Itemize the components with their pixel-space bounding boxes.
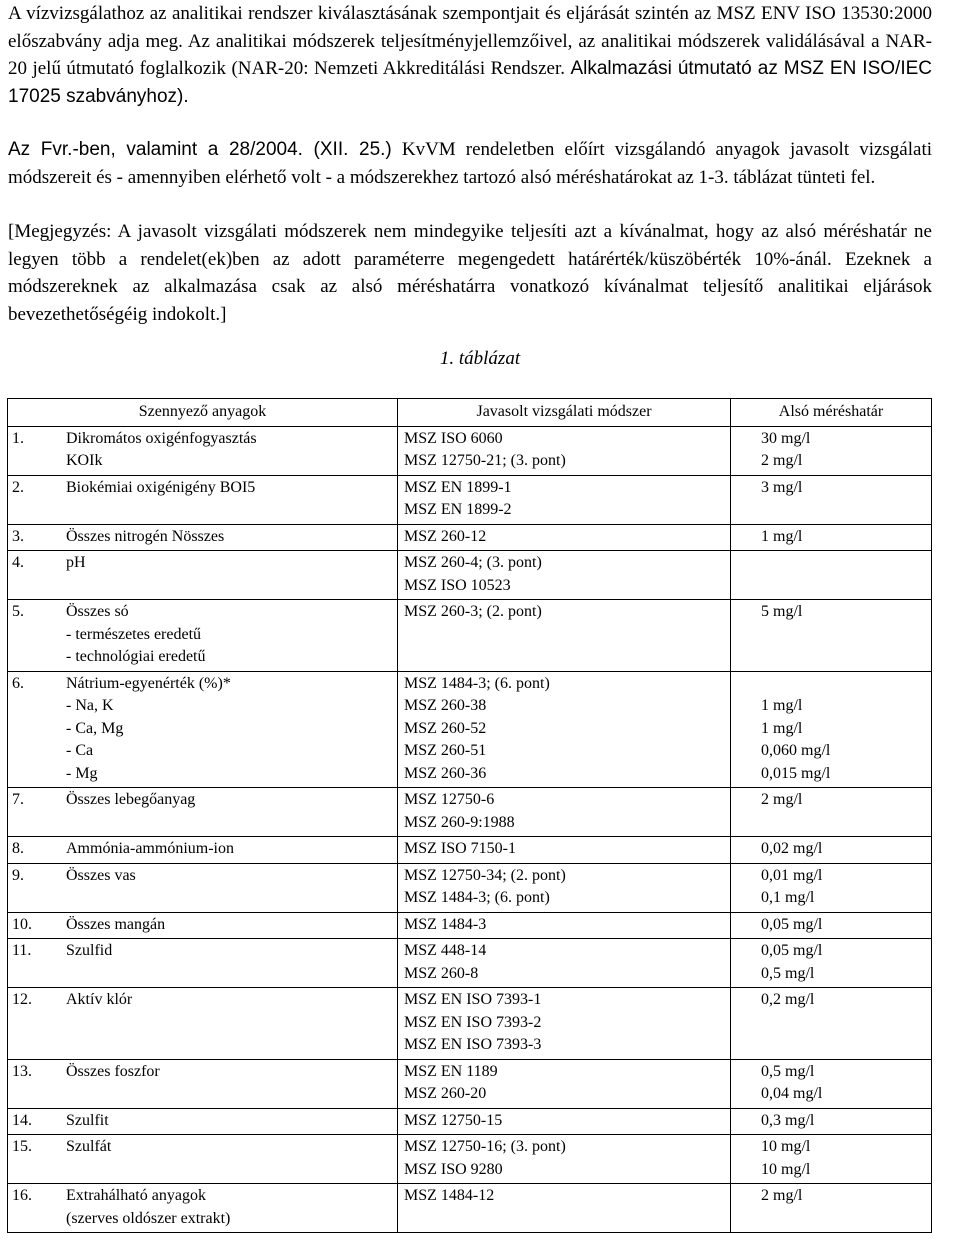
cell-method: [398, 939, 731, 988]
substance-line: [8, 914, 397, 937]
paragraph-2: [8, 136, 932, 191]
cell-limit: [731, 912, 932, 939]
cell-substance: [8, 863, 398, 912]
limit-line: [761, 673, 931, 696]
row-number: 3.: [12, 527, 24, 545]
substance-name: Összes foszfor: [66, 1062, 160, 1080]
table-body: [8, 426, 932, 1233]
cell-limit: [731, 551, 932, 600]
cell-substance: [8, 426, 398, 475]
substance-subline: - Na, K: [66, 697, 114, 714]
method-line: MSZ 260-20: [404, 1085, 487, 1102]
row-number: 11.: [12, 942, 32, 959]
substance-name: Szulfát: [66, 1138, 112, 1155]
substance-subline: (szerves oldószer extrakt): [66, 1209, 231, 1227]
method-line: MSZ ISO 6060: [404, 429, 503, 447]
row-number: 10.: [12, 915, 32, 933]
table-row: [8, 939, 932, 988]
method-line: MSZ 260-52: [404, 719, 487, 737]
cell-method: [398, 551, 731, 600]
substance-line: [8, 989, 397, 1012]
cell-limit: [731, 939, 932, 988]
method-line: MSZ ISO 7150-1: [404, 840, 517, 857]
substance-line: [8, 1136, 397, 1159]
substance-line: [8, 428, 397, 451]
cell-substance: [8, 1135, 398, 1184]
method-line: MSZ 260-38: [404, 697, 487, 714]
limit-line: 0,05 mg/l: [761, 942, 823, 959]
cell-method: [398, 1108, 731, 1135]
limit-line: 2 mg/l: [761, 791, 803, 808]
cell-limit: [731, 788, 932, 837]
substance-line: [8, 940, 397, 963]
limit-line: 0,04 mg/l: [761, 1085, 823, 1102]
paragraph-1: [8, 0, 932, 110]
limit-line: 10 mg/l: [761, 1138, 811, 1155]
substance-subline: - technológiai eredetű: [66, 648, 206, 665]
limit-line: 0,1 mg/l: [761, 889, 815, 906]
cell-substance: [8, 475, 398, 524]
substance-subline: - Mg: [66, 764, 98, 782]
row-number: 15.: [12, 1138, 32, 1155]
method-line: MSZ 1484-3: [404, 915, 487, 933]
limit-line: 1 mg/l: [761, 697, 803, 714]
cell-method: [398, 600, 731, 672]
cell-limit: [731, 600, 932, 672]
method-line: MSZ 448-14: [404, 942, 487, 959]
method-line: MSZ EN ISO 7393-2: [404, 1013, 542, 1031]
table-row: [8, 912, 932, 939]
substance-line: [8, 1110, 397, 1133]
cell-method: [398, 426, 731, 475]
cell-limit: [731, 1184, 932, 1233]
method-line: MSZ EN ISO 7393-3: [404, 1036, 542, 1053]
cell-limit: [731, 1135, 932, 1184]
paragraph-2-sans: Az Fvr.-ben, valamint a 28/2004. (XII. 25.): [8, 139, 392, 160]
row-number: 8.: [12, 840, 24, 857]
data-table: [7, 398, 932, 1233]
substance-name: Extrahálható anyagok: [66, 1187, 206, 1204]
substance-subline: - természetes eredetű: [66, 625, 202, 643]
table-row: [8, 475, 932, 524]
paragraph-3-text: [Megjegyzés: A javasolt vizsgálati módszerek nem mindegyike teljesíti azt a kívánalmat, hogy az alsó méréshatár ne legyen több a rendelet(ek)ben az adott paraméterre megengedett határérték/küszöbérték 10%-ánál. Ezeknek a módszereknek az alkalmazása csak az alsó méréshatárra vonatkozó kívánalmat teljesítő analitikai eljárások bevezethetőségéig indokolt.]: [8, 221, 932, 325]
cell-limit: [731, 863, 932, 912]
table-row: [8, 426, 932, 475]
table-row: [8, 1059, 932, 1108]
row-number: 7.: [12, 791, 24, 808]
limit-line: 2 mg/l: [761, 1187, 803, 1204]
cell-limit: [731, 1059, 932, 1108]
method-line: MSZ 260-12: [404, 527, 487, 545]
method-line: MSZ 260-3; (2. pont): [404, 603, 542, 620]
method-line: MSZ 12750-34; (2. pont): [404, 866, 566, 884]
paragraph-3: [8, 218, 932, 328]
limit-line: 30 mg/l: [761, 429, 811, 447]
limit-line: 0,015 mg/l: [761, 764, 831, 782]
substance-name: Összes só: [66, 603, 129, 620]
cell-method: [398, 988, 731, 1060]
substance-subline: - Ca: [66, 742, 94, 759]
substance-name: Szulfit: [66, 1111, 109, 1129]
cell-limit: [731, 988, 932, 1060]
table-row: [8, 863, 932, 912]
limit-line: 0,05 mg/l: [761, 915, 823, 933]
method-line: MSZ 1484-3; (6. pont): [404, 674, 550, 692]
substance-line: [8, 1185, 397, 1208]
substance-name: Összes mangán: [66, 915, 166, 933]
method-line: MSZ ISO 9280: [404, 1160, 503, 1178]
limit-line: 1 mg/l: [761, 527, 803, 545]
row-number: 5.: [12, 603, 24, 620]
substance-name: Összes lebegőanyag: [66, 791, 196, 808]
table-row: [8, 551, 932, 600]
method-line: MSZ EN 1189: [404, 1062, 498, 1080]
substance-name: Biokémiai oxigénigény BOI5: [66, 478, 256, 496]
cell-method: [398, 475, 731, 524]
substance-line: [8, 477, 397, 500]
substance-name: Szulfid: [66, 942, 113, 959]
cell-substance: [8, 1184, 398, 1233]
substance-line: [8, 838, 397, 861]
method-line: MSZ 12750-21; (3. pont): [404, 452, 566, 469]
limit-line: 1 mg/l: [761, 719, 803, 737]
row-number: 4.: [12, 554, 24, 571]
table-caption: 1. táblázat: [439, 348, 521, 369]
substance-subline: KOIk: [66, 452, 103, 469]
table-header-row: [8, 399, 932, 427]
limit-line: 0,5 mg/l: [761, 964, 815, 982]
method-line: MSZ 260-4; (3. pont): [404, 554, 542, 571]
cell-method: [398, 788, 731, 837]
cell-method: [398, 524, 731, 551]
method-line: MSZ 1484-3; (6. pont): [404, 889, 550, 906]
row-number: 16.: [12, 1187, 32, 1204]
table-row: [8, 1135, 932, 1184]
cell-substance: [8, 788, 398, 837]
limit-line: 0,060 mg/l: [761, 742, 831, 759]
table-row: [8, 524, 932, 551]
cell-substance: [8, 671, 398, 788]
table-row: [8, 1108, 932, 1135]
cell-method: [398, 1135, 731, 1184]
cell-method: [398, 1059, 731, 1108]
method-line: MSZ EN 1899-2: [404, 501, 512, 518]
substance-line: [8, 552, 397, 575]
cell-method: [398, 863, 731, 912]
row-number: 12.: [12, 991, 32, 1008]
row-number: 2.: [12, 478, 24, 496]
substance-name: Nátrium-egyenérték (%)*: [66, 674, 231, 692]
cell-method: [398, 837, 731, 864]
substance-subline: - Ca, Mg: [66, 719, 124, 737]
cell-substance: [8, 837, 398, 864]
paragraph-2-serif: KvVM rendeletben előírt vizsgálandó anyagok javasolt vizsgálati módszereit és - amennyiben elérhető volt - a módszerekhez tartozó alsó méréshatárokat az 1-3. táblázat tünteti fel.: [8, 139, 933, 188]
limit-line: 0,02 mg/l: [761, 840, 823, 857]
cell-substance: [8, 939, 398, 988]
table-row: [8, 600, 932, 672]
cell-substance: [8, 912, 398, 939]
row-number: 13.: [12, 1062, 32, 1080]
substance-name: pH: [66, 554, 86, 571]
method-line: MSZ EN 1899-1: [404, 478, 512, 496]
method-line: MSZ 260-36: [404, 764, 487, 782]
cell-limit: [731, 671, 932, 788]
method-line: MSZ EN ISO 7393-1: [404, 991, 542, 1008]
method-line: MSZ 1484-12: [404, 1187, 495, 1204]
cell-substance: [8, 551, 398, 600]
limit-line: 0,2 mg/l: [761, 991, 815, 1008]
limit-line: 3 mg/l: [761, 478, 803, 496]
limit-line: 0,5 mg/l: [761, 1062, 815, 1080]
substance-name: Összes vas: [66, 866, 136, 884]
substance-line: [8, 865, 397, 888]
header-limit: Alsó méréshatár: [731, 399, 932, 427]
paragraph-1-serif: A vízvizsgálathoz az analitikai rendszer kiválasztásának szempontjait és eljárását szintén az MSZ ENV ISO 13530:2000 előszabvány adja meg. Az analitikai módszerek teljesítményjellemzőivel, az analitikai módszerek validálásával a NAR-20 jelű útmutató foglalkozik (NAR-20: Nemzeti Akkreditálási Rendszer.: [8, 3, 932, 79]
method-line: MSZ 260-9:1988: [404, 813, 515, 831]
substance-line: [8, 789, 397, 812]
substance-name: Aktív klór: [66, 991, 133, 1008]
cell-substance: [8, 524, 398, 551]
limit-line: 0,01 mg/l: [761, 866, 823, 884]
method-line: MSZ 12750-6: [404, 791, 495, 808]
substance-name: Ammónia-ammónium-ion: [66, 840, 234, 857]
limit-line: 2 mg/l: [761, 452, 803, 469]
row-number: 6.: [12, 674, 24, 692]
row-number: 14.: [12, 1111, 32, 1129]
paragraph-1-sans: Alkalmazási útmutató az MSZ EN ISO/IEC 17025 szabványhoz).: [8, 58, 932, 107]
limit-line: 10 mg/l: [761, 1160, 811, 1178]
cell-substance: [8, 600, 398, 672]
table-row: [8, 837, 932, 864]
table-row: [8, 788, 932, 837]
substance-name: Összes nitrogén Nösszes: [66, 527, 225, 545]
cell-substance: [8, 1108, 398, 1135]
table-row: [8, 988, 932, 1060]
cell-limit: [731, 475, 932, 524]
header-substance: Szennyező anyagok: [8, 399, 398, 427]
substance-line: [8, 601, 397, 624]
cell-method: [398, 1184, 731, 1233]
table-row: [8, 1184, 932, 1233]
cell-limit: [731, 426, 932, 475]
method-line: MSZ ISO 10523: [404, 576, 511, 594]
cell-limit: [731, 837, 932, 864]
substance-name: Dikromátos oxigénfogyasztás: [66, 429, 257, 447]
limit-line: 5 mg/l: [761, 603, 803, 620]
substance-line: [8, 1061, 397, 1084]
limit-line: 0,3 mg/l: [761, 1111, 815, 1129]
cell-method: [398, 912, 731, 939]
row-number: 9.: [12, 866, 24, 884]
row-number: 1.: [12, 429, 24, 447]
substance-line: [8, 673, 397, 696]
cell-limit: [731, 524, 932, 551]
method-line: MSZ 260-8: [404, 964, 479, 982]
header-method: Javasolt vizsgálati módszer: [398, 399, 731, 427]
method-line: MSZ 12750-16; (3. pont): [404, 1138, 566, 1155]
method-line: MSZ 260-51: [404, 742, 487, 759]
substance-line: [8, 526, 397, 549]
cell-substance: [8, 1059, 398, 1108]
cell-method: [398, 671, 731, 788]
cell-limit: [731, 1108, 932, 1135]
method-line: MSZ 12750-15: [404, 1111, 503, 1129]
cell-substance: [8, 988, 398, 1060]
table-row: [8, 671, 932, 788]
